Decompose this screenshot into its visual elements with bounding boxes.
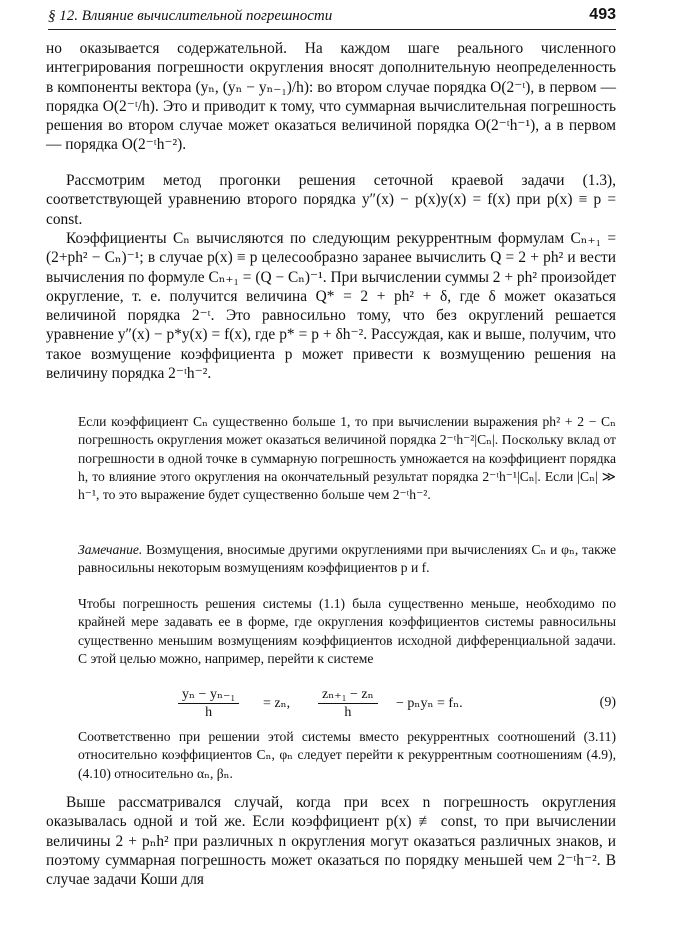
small-print-paragraph bbox=[78, 595, 616, 668]
fraction-denominator: h bbox=[205, 705, 213, 720]
fraction-2 bbox=[318, 686, 378, 721]
paragraph-text: Чтобы погрешность решения системы (1.1) была существенно меньше, необходимо по крайней мере задавать ее в форме, где округления коэффициентов системы равносильны существенно меньшим возмущениям коэффициентов исходной дифференциальной задачи. С этой целью можно, например, перейти к системе bbox=[78, 596, 616, 666]
fraction-1 bbox=[178, 686, 239, 721]
paragraph-sweep-method bbox=[46, 171, 616, 229]
paragraph-text: Соответственно при решении этой системы вместо рекуррентных соотношений (3.11) относительно коэффициентов Cₙ, φₙ следует перейти к рекуррентным соотношениям (4.9), (4.10) относительно αₙ, βₙ. bbox=[78, 729, 616, 781]
paragraph-coefficients bbox=[46, 229, 616, 383]
paragraph-text: Рассмотрим метод прогонки решения сеточной краевой задачи (1.3), соответствующей уравнению второго порядка y″(x) − p(x)y(x) = f(x) при p(x) ≡ p = const. bbox=[46, 172, 616, 228]
paragraph-text: Если коэффициент Cₙ существенно больше 1, то при вычислении выражения ph² + 2 − Cₙ погрешность округления может оказаться величиной порядка 2⁻ᵗh⁻²|Cₙ|. Поскольку вклад от погрешности в одной точке в суммарную погрешность умножается на коэффициент порядка h, то влияние этого округления на окончательный результат порядка 2⁻ᵗh⁻¹|Cₙ|. Если |Cₙ| ≫ h⁻¹, то это выражение будет существенно больше чем 2⁻ᵗh⁻². bbox=[78, 414, 616, 503]
running-header bbox=[48, 5, 616, 30]
remark-text: Возмущения, вносимые другими округлениями при вычислениях Cₙ и φₙ, также равносильны некоторым возмущениям коэффициентов p и f. bbox=[78, 542, 616, 576]
paragraph-text: Коэффициенты Cₙ вычисляются по следующим рекуррентным формулам Cₙ₊₁ = (2+ph² − Cₙ)⁻¹; в случае p(x) ≡ p целесообразно заранее вычислить Q = 2 + ph² и вести вычисления по формуле Cₙ₊₁ = (Q − Cₙ)⁻¹. При вычислении суммы 2 + ph² произойдет округление, т. е. получится величина Q* = 2 + ph² + δ, где δ может оказаться величиной порядка 2⁻ᵗ. Это равносильно тому, что без округлений решается уравнение y″(x) − p*y(x) = f(x), где p* = p + δh⁻². Рассуждая, как и выше, получим, что такое возмущение коэффициента p может привести к возмущению решения на величину порядка 2⁻ᵗh⁻². bbox=[46, 230, 616, 383]
fraction-denominator: h bbox=[344, 705, 352, 720]
fraction-numerator: yₙ − yₙ₋₁ bbox=[178, 686, 239, 704]
equation-rhs-1: = zₙ, bbox=[263, 696, 291, 711]
equation-9 bbox=[78, 686, 616, 726]
remark-label: Замечание. bbox=[78, 542, 143, 557]
remark bbox=[78, 541, 616, 578]
paragraph-variable-coefficient bbox=[46, 793, 616, 889]
paragraph-continuation bbox=[46, 39, 616, 155]
paragraph-text: но оказывается содержательной. На каждом шаге реального численного интегрирования погрешности округления вносят дополнительную неопределенность в компоненты вектора (yₙ, (yₙ − yₙ₋₁)/h): во втором случае порядка O(2⁻ᵗ), в первом — порядка O(2⁻ᵗ/h). Это и приводит к тому, что суммарная вычислительная погрешность решения во втором случае может оказаться величиной порядка O(2⁻ᵗh⁻¹), а в первом — порядка O(2⁻ᵗh⁻²). bbox=[46, 40, 616, 154]
equation-rhs-2: − pₙyₙ = fₙ. bbox=[396, 696, 463, 711]
small-print-paragraph bbox=[78, 728, 616, 783]
small-print-paragraph bbox=[78, 413, 616, 504]
section-title: § 12. Влияние вычислительной погрешности bbox=[48, 8, 333, 24]
page-number: 493 bbox=[589, 6, 616, 23]
fraction-numerator: zₙ₊₁ − zₙ bbox=[318, 686, 378, 704]
paragraph-text: Выше рассматривался случай, когда при всех n погрешность округления оказывалась одной и той же. Если коэффициент p(x) ≢ const, то при вычислении величины 2 + pₙh² при различных n округления могут оказаться различных знаков, и поэтому суммарная погрешность может оказаться по порядку меньшей чем 2⁻ᵗh⁻². В случае задачи Коши для bbox=[46, 794, 616, 889]
equation-number: (9) bbox=[599, 695, 616, 710]
